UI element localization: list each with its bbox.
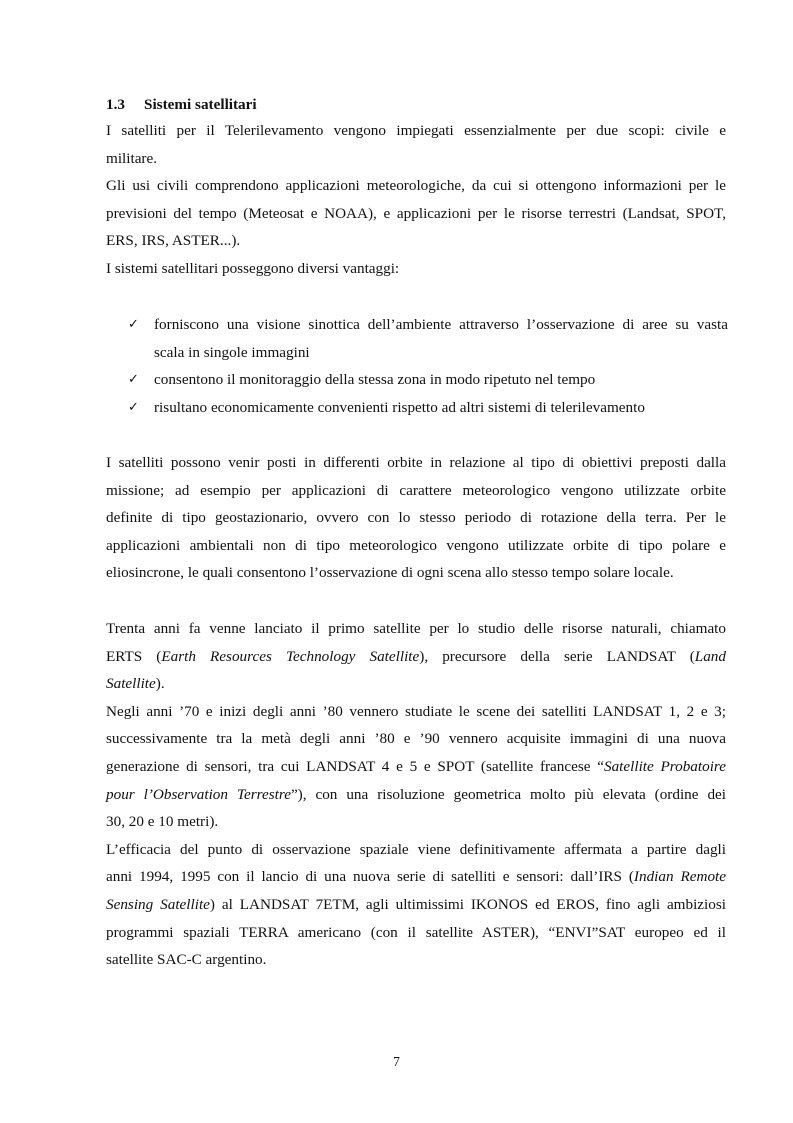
text-line: previsioni del tempo (Meteosat e NOAA), e applicazioni per le risorse terrestri (Landsat, SPOT, bbox=[106, 204, 726, 222]
list-item bbox=[128, 366, 728, 394]
text-line: L’efficacia del punto di osservazione spaziale viene definitivamente affermata a partire dagli bbox=[106, 840, 726, 858]
text-line: ERTS (Earth Resources Technology Satellite), precursore della serie LANDSAT (Land bbox=[106, 647, 726, 665]
text-line: anni 1994, 1995 con il lancio di una nuova serie di satelliti e sensori: dall’IRS (Indian Remote bbox=[106, 868, 726, 886]
text-line: I satelliti per il Telerilevamento vengono impiegati essenzialmente per due scopi: civile e bbox=[106, 122, 726, 139]
text-line: 30, 20 e 10 metri). bbox=[106, 813, 219, 831]
text-line: I sistemi satellitari posseggono diversi vantaggi: bbox=[106, 259, 400, 277]
advantages-list bbox=[128, 311, 728, 421]
text-line: satellite SAC-C argentino. bbox=[106, 951, 267, 969]
text-line: generazione di sensori, tra cui LANDSAT 4 e 5 e SPOT (satellite francese “Satellite Probatoire bbox=[106, 757, 726, 775]
text-line: pour l’Observation Terrestre”), con una risoluzione geometrica molto più elevata (ordine dei bbox=[106, 785, 727, 803]
section-title: Sistemi satellitari bbox=[144, 96, 257, 113]
history-paragraph bbox=[106, 615, 726, 974]
checkmark-icon: ✓ bbox=[128, 317, 139, 332]
list-item bbox=[128, 311, 728, 366]
text-line: missione; ad esempio per applicazioni di carattere meteorologico vengono utilizzate orbite bbox=[106, 481, 726, 499]
list-item bbox=[128, 394, 728, 422]
text-line: Sensing Satellite) al LANDSAT 7ETM, agli ultimissimi IKONOS ed EROS, fino agli ambiziosi bbox=[106, 895, 726, 913]
text-line: Gli usi civili comprendono applicazioni meteorologiche, da cui si ottengono informazioni per le bbox=[106, 177, 726, 195]
text-line: Negli anni ’70 e inizi degli anni ’80 vennero studiate le scene dei satelliti LANDSAT 1, 2 e 3; bbox=[106, 702, 726, 720]
text-line: I satelliti possono venir posti in differenti orbite in relazione al tipo di obiettivi preposti dalla bbox=[106, 454, 726, 471]
checkmark-icon: ✓ bbox=[128, 399, 139, 415]
section-number: 1.3 bbox=[106, 96, 125, 113]
list-item-text: risultano economicamente convenienti rispetto ad altri sistemi di telerilevamento bbox=[154, 398, 645, 416]
text-line: programmi spaziali TERRA americano (con il satellite ASTER), “ENVI”SAT europeo ed il bbox=[106, 923, 726, 941]
text-line: applicazioni ambientali non di tipo meteorologico vengono utilizzate orbite di tipo polare e bbox=[106, 536, 726, 554]
section-heading bbox=[106, 94, 726, 116]
text-line: Trenta anni fa venne lanciato il primo satellite per lo studio delle risorse naturali, chiamato bbox=[106, 620, 726, 637]
orbits-paragraph bbox=[106, 449, 726, 587]
list-item-text: consentono il monitoraggio della stessa zona in modo ripetuto nel tempo bbox=[154, 371, 596, 389]
text-line: successivamente tra la metà degli anni ’80 e ’90 vennero acquisite immagini di una nuova bbox=[106, 730, 726, 748]
text-line: ERS, IRS, ASTER...). bbox=[106, 232, 241, 250]
text-line: Satellite). bbox=[106, 675, 165, 693]
checkmark-icon: ✓ bbox=[128, 372, 139, 388]
list-item-text: scala in singole immagini bbox=[154, 343, 310, 361]
intro-paragraph bbox=[106, 117, 726, 283]
list-item-text: forniscono una visione sinottica dell’ambiente attraverso l’osservazione di aree su vasta bbox=[154, 316, 728, 333]
text-line: militare. bbox=[106, 149, 158, 167]
text-line: definite di tipo geostazionario, ovvero con lo stesso periodo di rotazione della terra. Per le bbox=[106, 509, 726, 527]
text-line: eliosincrone, le quali consentono l’osservazione di ogni scena allo stesso tempo solare locale. bbox=[106, 564, 674, 582]
page-number: 7 bbox=[393, 1054, 400, 1069]
